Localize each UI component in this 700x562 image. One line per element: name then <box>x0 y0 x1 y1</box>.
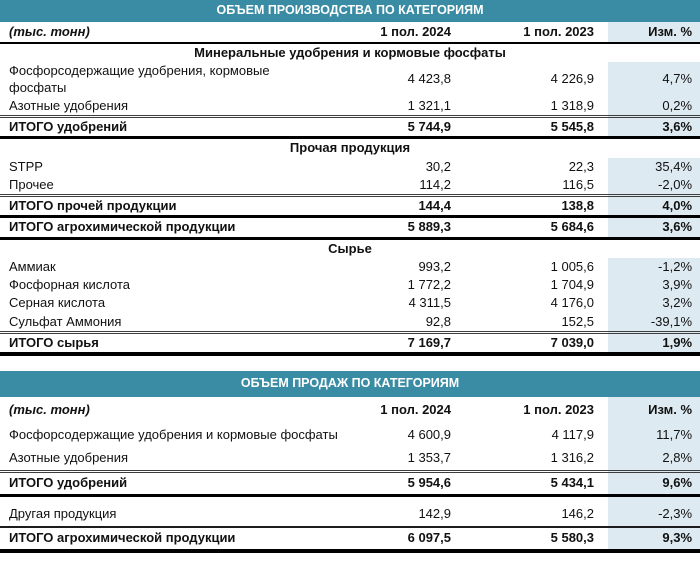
col-header-h1-2023: 1 пол. 2023 <box>456 22 608 43</box>
value-2023: 7 039,0 <box>456 332 608 354</box>
value-change: -2,0% <box>608 176 700 196</box>
value-2023: 138,8 <box>456 196 608 217</box>
row-label: ИТОГО сырья <box>0 332 348 354</box>
value-2024: 92,8 <box>425 313 451 329</box>
value-change: 3,9% <box>608 276 700 294</box>
total-row-raw-materials <box>0 332 700 354</box>
row-label: ИТОГО агрохимической продукции <box>0 217 348 238</box>
col-header-change: Изм. % <box>608 22 700 43</box>
value-2024: 4 423,8 <box>407 71 451 87</box>
col-header-h1-2024: 1 пол. 2024 <box>380 401 451 417</box>
value-change: 3,2% <box>608 294 700 312</box>
sales-title-band <box>0 371 700 397</box>
row-label: Фосфорная кислота <box>9 277 130 292</box>
unit-label: (тыс. тонн) <box>0 22 348 43</box>
value-2024: 4 600,9 <box>407 426 451 442</box>
value-change: -2,3% <box>608 503 700 527</box>
value-2023: 1 704,9 <box>550 277 594 292</box>
value-2023: 116,5 <box>562 176 594 192</box>
value-change: 9,6% <box>608 471 700 495</box>
table-row <box>0 294 700 312</box>
value-2024: 30,2 <box>425 158 451 174</box>
value-change: 4,7% <box>608 62 700 97</box>
value-2023: 146,2 <box>456 503 608 527</box>
value-2024: 1 321,1 <box>407 97 451 113</box>
table-row <box>0 503 700 527</box>
total-row-fertilizers <box>0 471 700 495</box>
row-label: Прочее <box>9 176 54 192</box>
value-change: 2,8% <box>608 447 700 471</box>
value-2024: 5 889,3 <box>348 217 456 238</box>
col-header-h1-2023: 1 пол. 2023 <box>523 401 594 417</box>
value-2024: 993,2 <box>418 258 451 274</box>
value-2023: 4 226,9 <box>550 71 594 87</box>
value-change: 9,3% <box>608 527 700 551</box>
row-label: Серная кислота <box>9 295 106 311</box>
section-header-mineral-fertilizers: Минеральные удобрения и кормовые фосфаты <box>0 43 700 62</box>
value-2024: 1 353,7 <box>407 450 451 466</box>
row-label: ИТОГО агрохимической продукции <box>0 527 348 551</box>
row-label: Азотные удобрения <box>9 450 129 466</box>
unit-label: (тыс. тонн) <box>9 401 90 417</box>
row-label: STPP <box>9 158 43 174</box>
row-label: Сульфат Аммония <box>9 313 122 329</box>
value-change: 1,9% <box>608 332 700 354</box>
row-label: Азотные удобрения <box>9 97 129 113</box>
value-2023: 1 318,9 <box>550 97 594 113</box>
value-2024: 5 744,9 <box>348 117 456 138</box>
row-label: Аммиак <box>9 258 56 274</box>
value-2023: 22,3 <box>568 158 594 174</box>
value-2023: 4 117,9 <box>551 426 594 442</box>
grand-total-row-agrochemical <box>0 527 700 551</box>
table-row <box>0 62 700 97</box>
value-2024: 114,2 <box>419 176 451 192</box>
table-row <box>0 276 700 294</box>
value-change: 11,7% <box>608 423 700 447</box>
value-2023: 5 580,3 <box>456 527 608 551</box>
value-2023: 4 176,0 <box>550 295 594 311</box>
value-2024: 1 772,2 <box>407 277 451 292</box>
value-change: 3,6% <box>608 217 700 238</box>
total-row-fertilizers <box>0 117 700 138</box>
value-change: 4,0% <box>608 196 700 217</box>
value-2023: 152,5 <box>561 313 594 329</box>
value-2023: 5 545,8 <box>456 117 608 138</box>
row-label: ИТОГО прочей продукции <box>0 196 348 217</box>
row-label: ИТОГО удобрений <box>0 471 348 495</box>
col-header-change: Изм. % <box>608 397 700 423</box>
production-column-headers <box>0 22 700 43</box>
sales-column-headers <box>0 397 700 423</box>
row-label: ИТОГО удобрений <box>0 117 348 138</box>
value-2024: 4 311,5 <box>408 295 451 311</box>
row-label: Фосфорсодержащие удобрения и кормовые фосфаты <box>9 426 338 442</box>
value-change: -39,1% <box>608 313 700 333</box>
value-2023: 5 434,1 <box>456 471 608 495</box>
value-change: 35,4% <box>608 158 700 176</box>
table-row <box>0 176 700 196</box>
total-row-other-products <box>0 196 700 217</box>
col-header-h1-2024: 1 пол. 2024 <box>348 22 456 43</box>
value-change: 0,2% <box>608 97 700 117</box>
table-row <box>0 447 700 471</box>
table-row <box>0 313 700 333</box>
production-table-title: ОБЪЕМ ПРОИЗВОДСТВА ПО КАТЕГОРИЯМ <box>0 0 700 22</box>
value-change: 3,6% <box>608 117 700 138</box>
value-2023: 1 316,2 <box>550 450 594 466</box>
section-header-other-products: Прочая продукция <box>0 138 700 158</box>
row-label: Другая продукция <box>0 503 348 527</box>
table-row <box>0 97 700 117</box>
section-header-raw-materials: Сырье <box>0 238 700 258</box>
row-label: Фосфорсодержащие удобрения, кормовые фосфаты <box>9 63 270 95</box>
value-2024: 7 169,7 <box>348 332 456 354</box>
value-2024: 142,9 <box>348 503 456 527</box>
value-2023: 5 684,6 <box>456 217 608 238</box>
table-separator <box>0 356 700 371</box>
table-row <box>0 423 700 447</box>
table-row <box>0 258 700 276</box>
spacer-row <box>0 495 700 503</box>
value-2023: 1 005,6 <box>550 258 594 274</box>
production-title-band <box>0 0 700 22</box>
value-2024: 5 954,6 <box>348 471 456 495</box>
value-2024: 144,4 <box>348 196 456 217</box>
value-change: -1,2% <box>608 258 700 276</box>
sales-table-title: ОБЪЕМ ПРОДАЖ ПО КАТЕГОРИЯМ <box>0 371 700 397</box>
table-row <box>0 158 700 176</box>
value-2024: 6 097,5 <box>348 527 456 551</box>
grand-total-row-agrochemical <box>0 217 700 238</box>
sales-table <box>0 371 700 553</box>
